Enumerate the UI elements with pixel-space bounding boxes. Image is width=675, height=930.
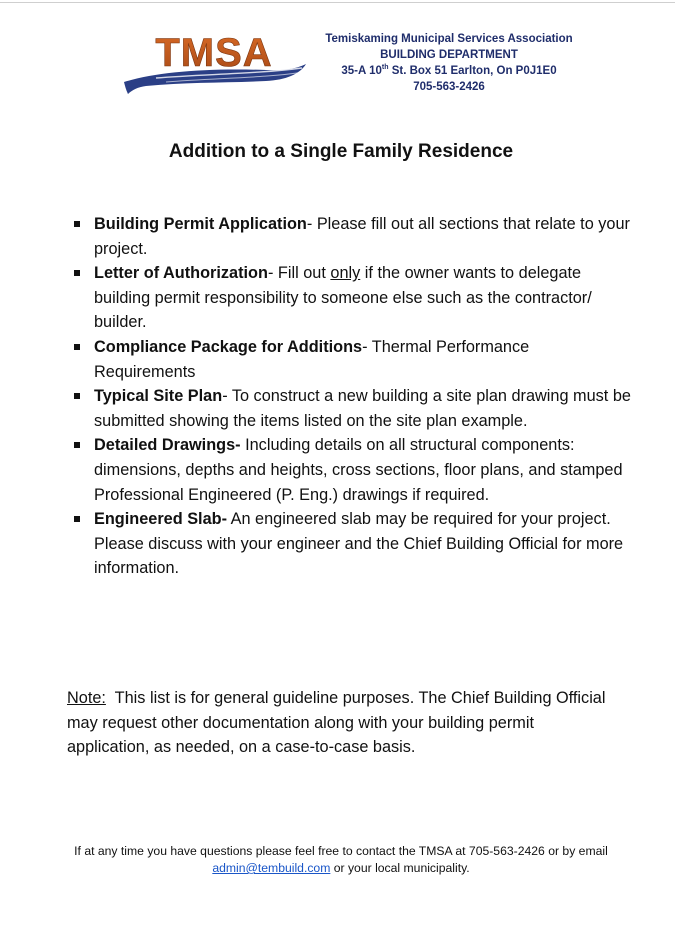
square-bullet-icon — [74, 516, 80, 522]
square-bullet-icon — [74, 270, 80, 276]
requirements-list — [74, 212, 634, 581]
org-address: 35-A 10th St. Box 51 Earlton, On P0J1E0 — [341, 64, 557, 77]
note-label: Note: — [67, 689, 106, 707]
square-bullet-icon — [74, 344, 80, 350]
org-phone: 705-563-2426 — [413, 81, 485, 93]
list-item: Compliance Package for Additions- Thermal Performance Requirements — [74, 335, 634, 384]
list-item: Detailed Drawings- Including details on all structural components: dimensions, depths and heights, cross sections, floor plans, and stamped Professional Engineered (P. Eng.) drawings if required. — [74, 433, 634, 507]
document-title: Addition to a Single Family Residence — [168, 141, 514, 162]
square-bullet-icon — [74, 221, 80, 227]
guideline-note — [67, 686, 611, 760]
page-top-rule — [0, 2, 675, 3]
org-name: Temiskaming Municipal Services Association — [325, 33, 573, 45]
contact-footer: If at any time you have questions please feel free to contact the TMSA at 705-563-2426 or by email admin@tembuild.com or your local municipality. — [74, 844, 608, 875]
list-item: Engineered Slab- An engineered slab may be required for your project. Please discuss with your engineer and the Chief Building Official for more information. — [74, 507, 634, 581]
note-text: This list is for general guideline purposes. The Chief Building Official may request other documentation along with your building permit application, as needed, on a case-to-case basis. — [67, 689, 611, 757]
list-item: Building Permit Application- Please fill out all sections that relate to your project. — [74, 212, 634, 261]
logo-text: TMSA — [155, 31, 273, 75]
square-bullet-icon — [74, 393, 80, 399]
email-link[interactable]: admin@tembuild.com — [212, 861, 331, 875]
square-bullet-icon — [74, 442, 80, 448]
tmsa-logo — [116, 28, 312, 100]
department-name: BUILDING DEPARTMENT — [380, 49, 518, 61]
org-header — [320, 31, 578, 95]
tmsa-logo-graphic — [116, 28, 312, 100]
list-item: Typical Site Plan- To construct a new building a site plan drawing must be submitted showing the items listed on the site plan example. — [74, 384, 634, 433]
list-item: Letter of Authorization- Fill out only if the owner wants to delegate building permit responsibility to someone else such as the contractor/ builder. — [74, 261, 634, 335]
